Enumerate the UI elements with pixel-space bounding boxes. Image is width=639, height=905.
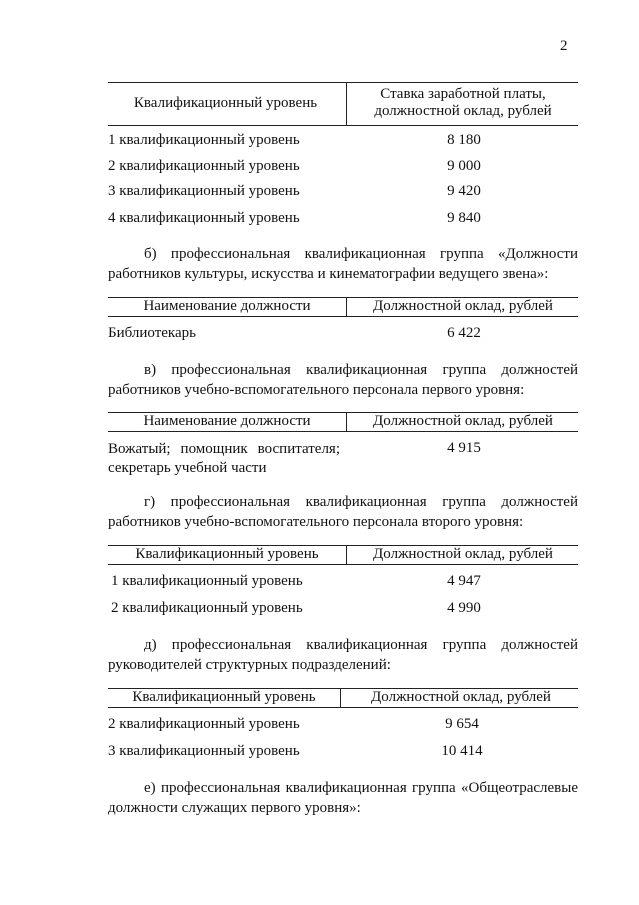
table-header: [108, 82, 578, 126]
header-col-position: Наименование должности: [143, 298, 311, 314]
paragraph-d: [108, 635, 578, 675]
row-value: 9 420: [447, 183, 481, 199]
row-label: 4 квалификационный уровень: [108, 210, 300, 226]
row-value: 6 422: [447, 325, 481, 341]
header-col-salary: Должностной оклад, рублей: [373, 298, 553, 314]
paragraph-line: должности служащих первого уровня»:: [108, 800, 361, 816]
paragraph-line: б) профессиональная квалификационная группа «Должности: [144, 246, 578, 262]
header-col-level: Квалификационный уровень: [132, 689, 316, 705]
page-number: 2: [560, 38, 568, 54]
table-header: [108, 545, 578, 565]
paragraph-line: руководителей структурных подразделений:: [108, 657, 391, 673]
header-divider: [340, 689, 341, 707]
paragraph-b: [108, 244, 578, 284]
table-header: [108, 297, 578, 317]
row-value: 4 947: [447, 573, 481, 589]
paragraph-line: работников учебно-вспомогательного персонала второго уровня:: [108, 514, 524, 530]
row-value: 9 000: [447, 158, 481, 174]
table-header: [108, 412, 578, 432]
header-col-position: Наименование должности: [143, 413, 311, 429]
row-label: 2 квалификационный уровень: [108, 158, 300, 174]
row-value: 10 414: [441, 743, 483, 759]
paragraph-g: [108, 492, 578, 532]
row-label: 3 квалификационный уровень: [108, 743, 300, 759]
paragraph-line: е) профессиональная квалификационная группа «Общеотраслевые: [144, 780, 578, 796]
header-salary-line1: Ставка заработной платы,: [380, 86, 546, 102]
row-value: 9 654: [445, 716, 479, 732]
header-col-level: Квалификационный уровень: [135, 546, 319, 562]
table-qualification-levels-support-2: [108, 545, 578, 616]
row-label: [108, 440, 340, 478]
table-qualification-levels-managers: [108, 688, 578, 759]
table-positions-culture: [108, 297, 578, 341]
header-col-salary: Должностной оклад, рублей: [373, 546, 553, 562]
header-divider: [346, 83, 347, 125]
paragraph-line: работников учебно-вспомогательного персонала первого уровня:: [108, 382, 525, 398]
row-label: 1 квалификационный уровень: [108, 132, 300, 148]
header-col-salary: [348, 86, 578, 120]
header-divider: [346, 298, 347, 316]
header-col-salary: Должностной оклад, рублей: [373, 413, 553, 429]
paragraph-line: в) профессиональная квалификационная группа должностей: [144, 362, 578, 378]
row-value: 9 840: [447, 210, 481, 226]
row-label: 3 квалификационный уровень: [108, 183, 300, 199]
row-value: 8 180: [447, 132, 481, 148]
table-header: [108, 688, 578, 708]
paragraph-v: [108, 360, 578, 400]
paragraph-line: д) профессиональная квалификационная группа должностей: [144, 637, 578, 653]
header-salary-line2: должностной оклад, рублей: [374, 103, 552, 119]
paragraph-line: г) профессиональная квалификационная группа должностей: [144, 494, 578, 510]
paragraph-line: работников культуры, искусства и кинематографии ведущего звена»:: [108, 266, 549, 282]
header-divider: [346, 413, 347, 431]
row-label: 2 квалификационный уровень: [108, 716, 300, 732]
row-value: 4 915: [447, 440, 481, 456]
header-col-salary: Должностной оклад, рублей: [371, 689, 551, 705]
row-label: Библиотекарь: [108, 325, 196, 341]
row-label-line2: секретарь учебной части: [108, 460, 267, 476]
row-label-line1: Вожатый; помощник воспитателя;: [108, 441, 340, 457]
row-value: 4 990: [447, 600, 481, 616]
row-label: 2 квалификационный уровень: [111, 600, 303, 616]
row-label: 1 квалификационный уровень: [111, 573, 303, 589]
header-divider: [346, 546, 347, 564]
table-positions-support-1: [108, 412, 578, 476]
paragraph-e: [108, 778, 578, 818]
header-col-level: Квалификационный уровень: [133, 95, 318, 111]
table-qualification-levels-1: [108, 82, 578, 226]
